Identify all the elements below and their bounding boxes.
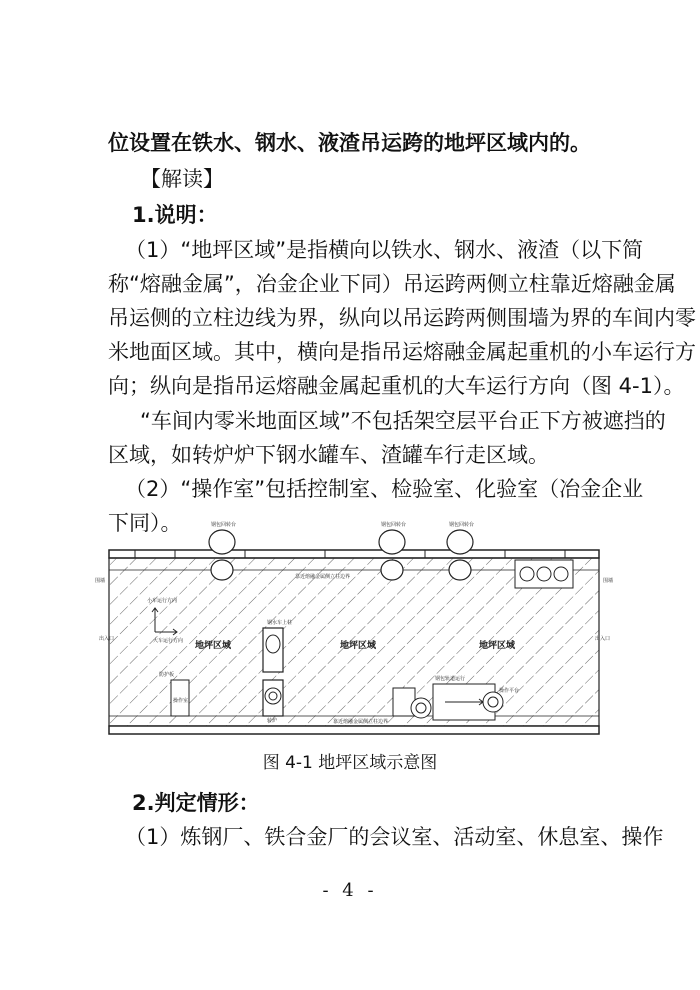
wall-left-label: 围墙 — [95, 578, 106, 584]
right-circle-2 — [483, 692, 503, 712]
entry-left-label: 出入口 — [99, 636, 115, 642]
control-room-tag: 防护板 — [159, 672, 175, 678]
text-line-4: （1）“地坪区域”是指横向以铁水、钢水、液渣（以下简 — [125, 238, 644, 262]
entry-right-label: 出入口 — [595, 636, 611, 642]
control-room-label: 操作室 — [173, 698, 189, 704]
top-label-3: 钢包回转台 — [449, 522, 475, 528]
region-label-3: 地坪区域 — [479, 641, 516, 651]
text-line-8: 向；纵向是指吊运熔融金属起重机的大车运行方向（图 4-1）。 — [108, 374, 685, 398]
small-car-label: 小车运行方向 — [147, 598, 178, 604]
top-wall — [109, 550, 599, 558]
furnace-label: 转炉 — [267, 718, 278, 724]
text-line-14: （1）炼钢厂、铁合金厂的会议室、活动室、休息室、操作 — [125, 825, 664, 849]
text-line-2: 【解读】 — [140, 167, 224, 191]
text-line-12: 下同）。 — [108, 511, 182, 535]
upper-boundary-label: 靠近熔融金属侧立柱边界 — [295, 574, 351, 580]
turret-1 — [209, 530, 235, 554]
region-label-2: 地坪区域 — [340, 641, 377, 651]
text-line-7: 米地面区域。其中，横向是指吊运熔融金属起重机的小车运行方 — [108, 340, 696, 364]
car-note-label: 钢水车上柱 — [267, 620, 293, 626]
text-line-1: 位设置在铁水、钢水、液渣吊运跨的地坪区域内的。 — [108, 131, 591, 155]
right-note-label: 操作平台 — [499, 688, 520, 694]
wall-right-label: 围墙 — [603, 578, 614, 584]
right-track-label: 钢包轨道运行 — [435, 676, 466, 682]
text-line-3: 1.说明： — [132, 203, 218, 227]
bottom-wall — [109, 726, 599, 734]
right-circle-1 — [411, 698, 431, 718]
turret-2 — [379, 530, 405, 554]
turret-3 — [447, 530, 473, 554]
floor-area-diagram — [95, 520, 615, 748]
text-line-9: “车间内零米地面区域”不包括架空层平台正下方被遮挡的 — [140, 409, 666, 433]
text-line-11: （2）“操作室”包括控制室、检验室、化验室（冶金企业 — [125, 477, 644, 501]
top-label-2: 钢包回转台 — [381, 522, 407, 528]
region-label-1: 地坪区域 — [195, 641, 232, 651]
lower-boundary-label: 靠近熔融金属侧立柱边界 — [333, 719, 389, 725]
text-line-6: 吊运侧的立柱边线为界，纵向以吊运跨两侧围墙为界的车间内零 — [108, 306, 696, 330]
text-line-10: 区域，如转炉炉下钢水罐车、渣罐车行走区域。 — [108, 443, 549, 467]
text-line-5: 称“熔融金属”，冶金企业下同）吊运跨两侧立柱靠近熔融金属 — [108, 272, 676, 296]
big-car-label: 大车运行方向 — [153, 638, 184, 644]
text-line-13: 2.判定情形： — [132, 791, 260, 815]
page-number: - 4 - — [322, 880, 378, 901]
top-label-1: 钢包回转台 — [211, 522, 237, 528]
figure-caption: 图 4-1 地坪区域示意图 — [262, 753, 438, 773]
